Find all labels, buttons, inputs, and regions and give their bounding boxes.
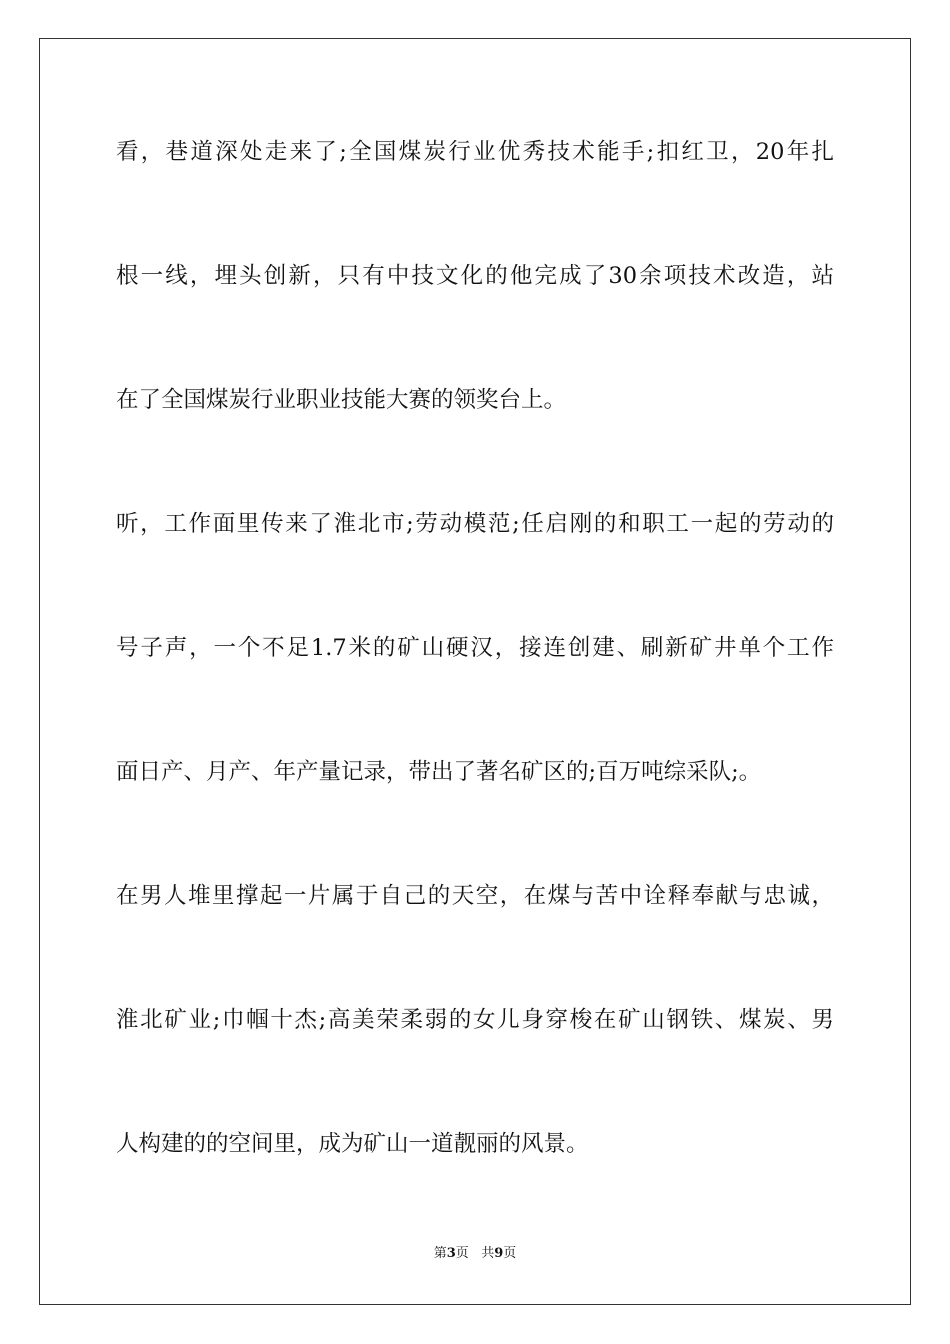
footer-total-suffix: 页 (503, 1246, 517, 1261)
current-page-number: 3 (446, 1246, 456, 1261)
footer-prefix: 第 (433, 1246, 447, 1261)
footer-total-prefix: 共 (481, 1246, 495, 1261)
paragraph-2-line-2: 号子声，一个不足1.7米的矿山硬汉，接连创建、刷新矿井单个工作 (116, 635, 834, 661)
page-border (39, 38, 911, 1305)
total-pages-number: 9 (494, 1246, 504, 1261)
paragraph-1-line-3: 在了全国煤炭行业职业技能大赛的领奖台上。 (116, 387, 567, 413)
footer-page-word: 页 (455, 1246, 469, 1261)
paragraph-3-line-2: 淮北矿业;巾帼十杰;高美荣柔弱的女儿身穿梭在矿山钢铁、煤炭、男 (116, 1007, 834, 1033)
page-footer (0, 1245, 950, 1263)
paragraph-2-line-1: 听，工作面里传来了淮北市;劳动模范;任启刚的和职工一起的劳动的 (116, 511, 834, 537)
paragraph-2-line-3: 面日产、月产、年产量记录，带出了著名矿区的;百万吨综采队;。 (116, 759, 762, 785)
paragraph-1-line-1: 看，巷道深处走来了;全国煤炭行业优秀技术能手;扣红卫，20年扎 (116, 139, 834, 165)
paragraph-3-line-1: 在男人堆里撑起一片属于自己的天空，在煤与苦中诠释奉献与忠诚， (116, 883, 834, 909)
paragraph-3-line-3: 人构建的的空间里，成为矿山一道靓丽的风景。 (116, 1131, 589, 1157)
paragraph-1-line-2: 根一线，埋头创新，只有中技文化的他完成了30余项技术改造，站 (116, 263, 834, 289)
